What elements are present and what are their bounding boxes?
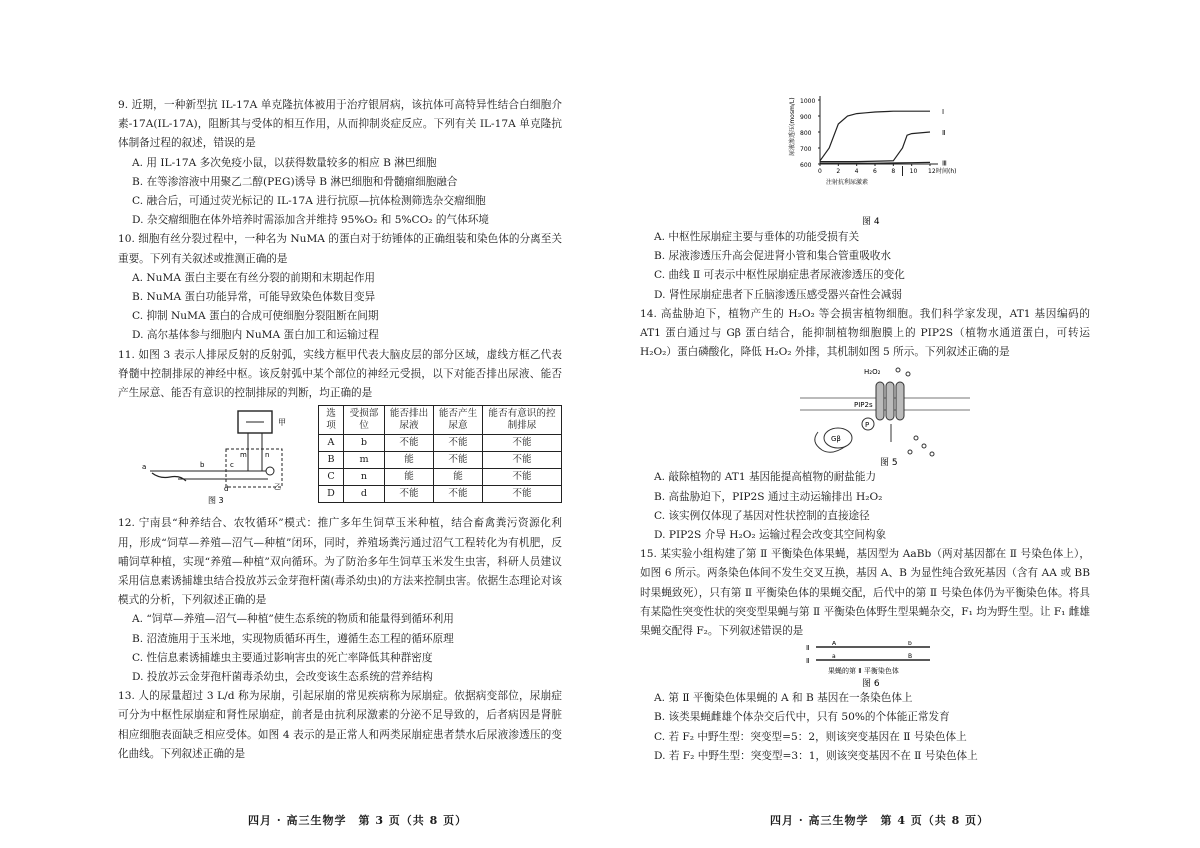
h2o2-label: H₂O₂ xyxy=(864,368,881,377)
table-cell: 不能 xyxy=(483,452,562,469)
question-stem: 9. 近期，一种新型抗 IL-17A 单克隆抗体被用于治疗银屑病，该抗体可高特异性结合白细胞介素-17A(IL-17A)，阻断其与受体的相互作用，从而抑制炎症反应。下列有关 IL-17A 单克隆抗体制备过程的叙述，错误的是 xyxy=(118,99,562,150)
option-c: C. 该实例仅体现了基因对性状控制的直接途径 xyxy=(654,509,870,522)
option-a: A. “饲草—养殖—沼气—种植”使生态系统的物质和能量得到循环利用 xyxy=(132,613,454,626)
table-cell: 不能 xyxy=(483,469,562,486)
question-9 xyxy=(118,96,562,230)
figure-4-caption: 图 4 xyxy=(862,217,880,227)
figure-3-table xyxy=(318,405,562,503)
series-label: Ⅰ xyxy=(942,108,945,117)
question-stem: 11. 如图 3 表示人排尿反射的反射弧，实线方框甲代表大脑皮层的部分区域，虚线方框乙代表脊髓中控制排尿的神经中枢。该反射弧中某个部位的神经元受损，以下对能否排出尿液、能否产生尿意、能否有意识的控制排尿的判断，均正确的是 xyxy=(118,348,562,400)
table-cell: 能 xyxy=(434,469,483,486)
table-row xyxy=(319,452,562,469)
table-cell: 不能 xyxy=(483,486,562,503)
series-line-Ⅲ xyxy=(820,162,930,163)
table-cell: 不能 xyxy=(434,486,483,503)
option-d: D. 投放苏云金芽孢杆菌毒杀幼虫，会改变该生态系统的营养结构 xyxy=(132,671,433,684)
gene-label: b xyxy=(908,641,912,648)
option-b: B. 高盐胁迫下，PIP2S 通过主动运输排出 H₂O₂ xyxy=(654,490,883,503)
table-header-row xyxy=(319,406,562,435)
label-top: 甲 xyxy=(278,418,286,428)
figure-5 xyxy=(640,362,1090,468)
page-footer-left: 四月 · 高三生物学 第 3 页（共 8 页） xyxy=(248,814,468,827)
y-tick-label: 700 xyxy=(800,146,812,153)
option-c: C. 融合后，可通过荧光标记的 IL-17A 进行抗原—抗体检测筛选杂交瘤细胞 xyxy=(132,195,486,208)
option-b: B. NuMA 蛋白功能异常，可能导致染色体数目变异 xyxy=(132,291,376,304)
chart-axes xyxy=(788,96,957,186)
question-stem: 15. 某实验小组构建了第 Ⅱ 平衡染色体果蝇，基因型为 AaBb（两对基因都在 Ⅱ 号染色体上），如图 6 所示。两条染色体间不发生交叉互换，基因 A、B 为显性纯合致死基因（含有 AA 或 BB 时果蝇致死），只有第 Ⅱ 平衡染色体的果蝇交配，后代中的第 Ⅱ 号染色体仍为平衡染色体。将具有某隐性突变性状的突变型果蝇与第 Ⅱ 平衡染色体野生型果蝇杂交，F₁ 均为野生型。让 F₁ 雌雄果蝇交配得 F₂。下列叙述错误的是 xyxy=(640,548,1090,638)
h2o2-molecule xyxy=(906,372,910,376)
option-c: C. 抑制 NuMA 蛋白的合成可使细胞分裂阻断在间期 xyxy=(132,310,379,323)
question-13 xyxy=(118,687,562,764)
series-label: Ⅲ xyxy=(942,159,947,168)
table-row xyxy=(319,435,562,452)
pip2s-label: PIP2s xyxy=(854,401,873,410)
question-12 xyxy=(118,514,562,687)
left-column xyxy=(118,96,562,764)
table-cell: 能 xyxy=(385,452,434,469)
h2o2-molecule xyxy=(930,452,934,456)
h2o2-molecule xyxy=(914,436,918,440)
bladder-effector xyxy=(152,473,186,481)
table-cell: 不能 xyxy=(483,435,562,452)
table-cell: 能 xyxy=(385,469,434,486)
label-yi: 乙 xyxy=(274,483,281,492)
table-header: 受损部位 xyxy=(344,406,385,435)
balanced-chromosome-diagram xyxy=(640,641,1090,689)
option-d: D. PIP2S 介导 H₂O₂ 运输过程会改变其空间构象 xyxy=(654,529,887,542)
option-b: B. 尿液渗透压升高会促进肾小管和集合管重吸收水 xyxy=(654,250,891,263)
option-b: B. 在等渗溶液中用聚乙二醇(PEG)诱导 B 淋巴细胞和骨髓瘤细胞融合 xyxy=(132,175,458,188)
series-line-Ⅱ xyxy=(820,132,930,162)
y-tick-label: 800 xyxy=(800,130,812,137)
table-header: 能否排出尿液 xyxy=(385,406,434,435)
option-d: D. 高尔基体参与细胞内 NuMA 蛋白加工和运输过程 xyxy=(132,329,379,342)
figure-5-caption: 图 5 xyxy=(880,458,898,469)
urine-osmolality-chart xyxy=(640,96,1090,228)
x-tick-label: 10 xyxy=(909,168,918,175)
table-cell: 不能 xyxy=(434,452,483,469)
channel-subunit xyxy=(876,382,884,420)
question-14 xyxy=(640,305,1090,545)
label-n: n xyxy=(265,451,270,460)
option-c: C. 若 F₂ 中野生型：突变型=5：2，则该突变基因在 Ⅱ 号染色体上 xyxy=(654,730,967,743)
question-stem: 14. 高盐胁迫下，植物产生的 H₂O₂ 等会损害植物细胞。我们科学家发现，AT1 基因编码的 AT1 蛋白通过与 Gβ 蛋白结合，能抑制植物细胞膜上的 PIP2S（植物水通道蛋白，可转运 H₂O₂）蛋白磷酸化，降低 H₂O₂ 外排，其机制如图 5 所示。下列叙述正确的是 xyxy=(640,307,1090,359)
option-c: C. 曲线 Ⅱ 可表示中枢性尿崩症患者尿液渗透压的变化 xyxy=(654,269,905,282)
x-tick-label: 8 xyxy=(891,168,896,175)
table-cell: C xyxy=(319,469,344,486)
option-b: B. 该类果蝇雌雄个体杂交后代中，只有 50%的个体能正常发育 xyxy=(654,711,950,724)
option-d: D. 肾性尿崩症患者下丘脑渗透压感受器兴奋性会减弱 xyxy=(654,288,902,301)
y-tick-label: 900 xyxy=(800,114,812,121)
option-a: A. 中枢性尿崩症主要与垂体的功能受损有关 xyxy=(654,231,860,243)
option-c: C. 性信息素诱捕雄虫主要通过影响害虫的死亡率降低其种群密度 xyxy=(132,651,433,664)
chromosome-label: Ⅱ xyxy=(806,644,810,653)
x-tick-label: 12 xyxy=(928,168,936,175)
table-cell: n xyxy=(344,469,385,486)
table-header: 能否有意识的控制排尿 xyxy=(483,406,562,435)
y-axis-label: 尿液渗透压(mosm/L) xyxy=(789,97,796,156)
right-column xyxy=(640,96,1090,766)
question-13-options xyxy=(640,228,1090,305)
figure-4 xyxy=(640,96,1090,228)
question-stem: 12. 宁南县“种养结合、农牧循环”模式：推广多年生饲草玉米种植，结合畜禽粪污资源化利用，形成“饲草—养殖—沼气—种植”闭环，同时，养殖场粪污通过沼气工程转化为有机肥，反哺饲草种植，实现“养殖—种植”双向循环。为了防治多年生饲草玉米发生虫害，科研人员建议采用信息素诱捕雄虫结合投放苏云金芽孢杆菌(毒杀幼虫)的方法来控制虫害。依据生态理论对该模式的分析，下列叙述正确的是 xyxy=(118,517,562,607)
page-footer-right: 四月 · 高三生物学 第 4 页（共 8 页） xyxy=(770,814,990,827)
channel-subunit xyxy=(886,382,894,420)
label-m: m xyxy=(240,451,247,460)
phosphate-label: P xyxy=(865,421,870,430)
y-tick-label: 600 xyxy=(800,162,812,169)
option-a: A. NuMA 蛋白主要在有丝分裂的前期和末期起作用 xyxy=(132,271,376,284)
x-tick-label: 4 xyxy=(854,168,859,175)
neuron-body xyxy=(266,467,274,475)
table-cell: m xyxy=(344,452,385,469)
pip2s-mechanism-diagram xyxy=(640,362,1090,468)
series-line-Ⅰ xyxy=(820,111,930,161)
question-10 xyxy=(118,230,562,345)
figure-6-caption: 图 6 xyxy=(862,679,880,690)
question-15 xyxy=(640,545,1090,766)
h2o2-molecule xyxy=(908,450,912,454)
table-row xyxy=(319,469,562,486)
g-beta-label: Gβ xyxy=(831,435,841,444)
x-tick-label: 0 xyxy=(818,168,822,175)
figure-3-caption: 图 3 xyxy=(208,496,224,506)
gene-label: a xyxy=(832,653,836,661)
chart-series-group xyxy=(820,108,947,167)
reflex-arc-diagram xyxy=(138,405,306,505)
chromosome-label: Ⅱ xyxy=(806,657,810,666)
option-b: B. 沼渣施用于玉米地，实现物质循环再生，遵循生态工程的循环原理 xyxy=(132,632,454,645)
table-header: 选项 xyxy=(319,406,344,435)
label-a: a xyxy=(142,463,147,472)
series-label: Ⅱ xyxy=(942,129,946,137)
question-stem: 13. 人的尿量超过 3 L/d 称为尿崩，引起尿崩的常见疾病称为尿崩症。依据病变部位，尿崩症可分为中枢性尿崩症和肾性尿崩症，前者是由抗利尿激素的分泌不足导致的，后者病因是肾脏相应细胞表面缺乏相应受体。如图 4 表示的是正常人和两类尿崩症患者禁水后尿液渗透压的变化曲线。下列叙述正确的是 xyxy=(118,690,562,760)
h2o2-molecule xyxy=(896,368,900,372)
question-stem: 10. 细胞有丝分裂过程中，一种名为 NuMA 的蛋白对于纺锤体的正确组装和染色体的分离至关重要。下列有关叙述或推测正确的是 xyxy=(118,233,562,265)
x-tick-label: 2 xyxy=(836,168,841,175)
table-row xyxy=(319,486,562,503)
table-cell: B xyxy=(319,452,344,469)
option-a: A. 敲除植物的 AT1 基因能提高植物的耐盐能力 xyxy=(654,471,877,484)
x-tick-label: 6 xyxy=(873,168,877,175)
table-cell: b xyxy=(344,435,385,452)
table-cell: A xyxy=(319,435,344,452)
channel-subunit xyxy=(896,382,904,420)
table-cell: 不能 xyxy=(385,486,434,503)
question-11 xyxy=(118,346,562,515)
label-d: d xyxy=(224,485,229,494)
table-cell: d xyxy=(344,486,385,503)
y-tick-label: 1000 xyxy=(800,98,816,105)
label-c: c xyxy=(230,461,234,470)
table-cell: 不能 xyxy=(385,435,434,452)
table-header: 能否产生尿意 xyxy=(434,406,483,435)
option-d: D. 若 F₂ 中野生型：突变型=3：1，则该突变基因不在 Ⅱ 号染色体上 xyxy=(654,749,978,762)
table-cell: D xyxy=(319,486,344,503)
gene-label: B xyxy=(908,653,913,661)
figure-6 xyxy=(640,641,1090,689)
figure-3 xyxy=(138,405,306,512)
h2o2-molecule xyxy=(922,444,926,448)
figure-6-note: 果蝇的第 Ⅱ 平衡染色体 xyxy=(828,667,899,676)
label-b: b xyxy=(200,461,205,470)
spinal-center-box xyxy=(226,449,282,487)
option-a: A. 第 Ⅱ 平衡染色体果蝇的 A 和 B 基因在一条染色体上 xyxy=(654,692,913,705)
table-cell: 不能 xyxy=(434,435,483,452)
option-a: A. 用 IL-17A 多次免疫小鼠，以获得数量较多的相应 B 淋巴细胞 xyxy=(132,156,437,169)
injection-annotation: 注射抗利尿激素 xyxy=(826,179,869,186)
option-d: D. 杂交瘤细胞在体外培养时需添加含并维持 95%O₂ 和 5%CO₂ 的气体环境 xyxy=(132,214,489,227)
gene-label: A xyxy=(832,641,837,648)
x-axis-label: 时间(h) xyxy=(936,168,957,175)
